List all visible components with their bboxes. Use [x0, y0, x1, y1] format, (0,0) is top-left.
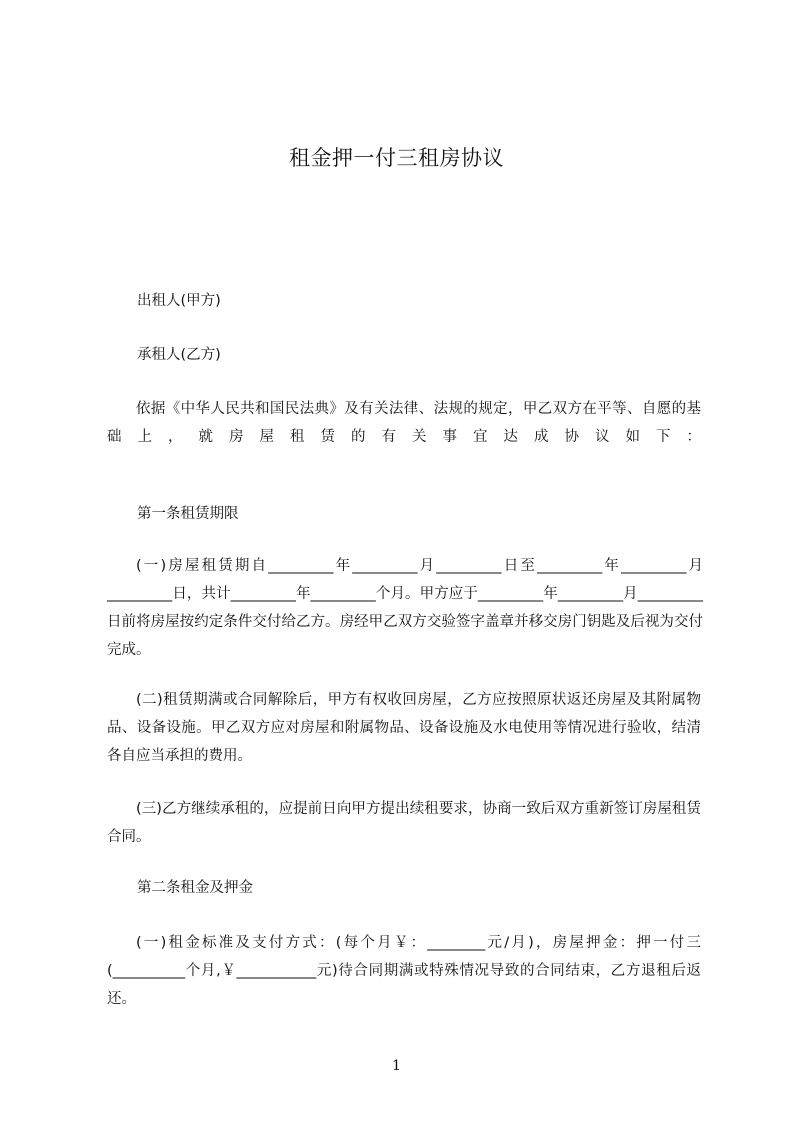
lessor-label: 出租人(甲方): [137, 293, 221, 309]
preamble-paragraph: 依据《中华人民共和国民法典》及有关法律、法规的规定，甲乙双方在平等、自愿的基础上，就房屋租赁的有关事宜达成协议如下：: [107, 401, 701, 445]
article1-clause2: (二)租赁期满或合同解除后，甲方有权收回房屋，乙方应按照原状返还房屋及其附属物品、设备设施。甲乙双方应对房屋和附属物品、设备设施及水电使用等情况进行验收，结清各自应当承担的费用。: [107, 692, 701, 764]
lessee-label: 承租人(乙方): [137, 347, 221, 363]
page-number: 1: [392, 1058, 401, 1074]
article2-heading: 第二条租金及押金: [137, 880, 253, 896]
article1-heading: 第一条租赁期限: [137, 506, 239, 522]
article2-clause1: (一)租金标准及支付方式：(每个月￥：________元/月)，房屋押金：押一付三(__________个月,￥___________元)待合同期满或特殊情况导致的合同结束，乙方退租后返还。: [107, 935, 701, 1007]
article1-clause1: (一)房屋租赁期自_________年_________月_________日至_________年_________月_________日，共计_________年_________个月。甲方应于_________年_________月_________日前将房屋按约定条件交付给乙方。房经甲乙双方交验签字盖章并移交房门钥匙及后视为交付完成。: [107, 558, 703, 658]
article1-clause3: (三)乙方继续承租的，应提前日向甲方提出续租要求，协商一致后双方重新签订房屋租赁合同。: [107, 801, 701, 845]
document-title: 租金押一付三租房协议: [289, 146, 504, 170]
